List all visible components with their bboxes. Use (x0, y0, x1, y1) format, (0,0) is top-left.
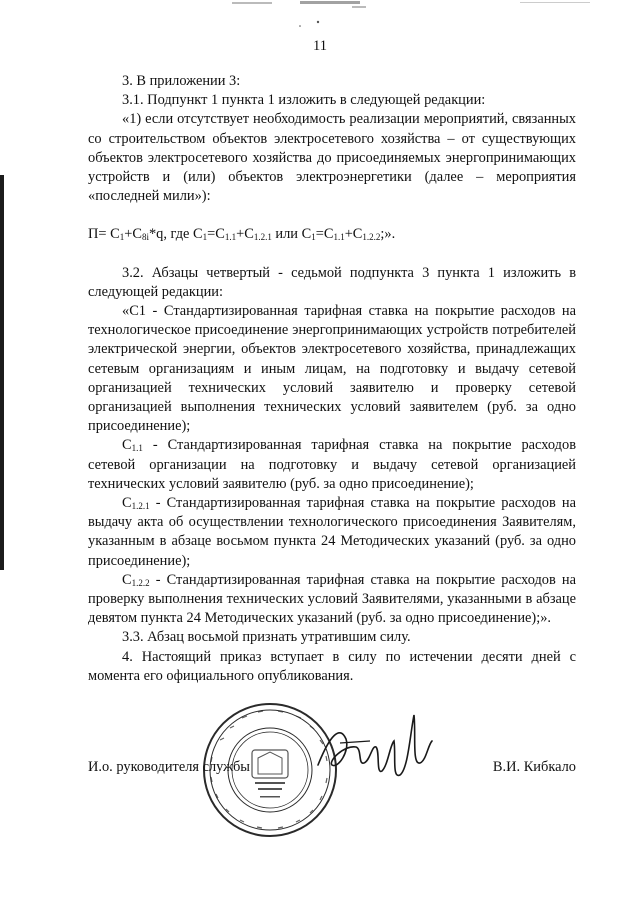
paragraph-c11: $С_{1.1}$ - Стандартизированная тарифная ставка на покрытие расходов сетевой организации на подготовку и выдачу сетевой организацией технических условий заявителю (руб. за одно присоединение); (88, 437, 576, 492)
page-number: 11 (313, 38, 327, 54)
paragraph-c121: $С_{1.2.1}$ - Стандартизированная тарифная ставка на покрытие расходов на выдачу акта об осуществлении технологического присоединения Заявителям, указанным в абзаце восьмом пункта 24 Методических указаний (руб. за одно присоединение); (88, 495, 576, 569)
formula: $П= С_1+С_{8i}*q$, где $С_1=С_{1.1}+С_{1.2.1}$ или $С_1=С_{1.1}+С_{1.2.2}$;». (88, 226, 396, 243)
paragraph-3: 3. В приложении 3: (122, 73, 241, 89)
paragraph-3-1: 3.1. Подпункт 1 пункта 1 изложить в следующей редакции: (122, 92, 486, 109)
scan-noise (0, 0, 640, 30)
paragraph-3-3: 3.3. Абзац восьмой признать утратившим силу. (122, 629, 411, 646)
paragraph-3-1-text: «1) если отсутствует необходимость реализации мероприятий, связанных со строительством объектов электросетевого хозяйства – от существующих объектов электросетевого хозяйства до присоединяемых энергопринимающих устройств и (или) объектов электроэнергетики (далее – мероприятия «последней мили»): (88, 111, 576, 205)
paragraph-3-2: 3.2. Абзацы четвертый - седьмой подпункта 3 пункта 1 изложить в следующей редакции: (88, 264, 576, 300)
signatory-name: В.И. Кибкало (492, 759, 576, 775)
paragraph-c1: «С1 - Стандартизированная тарифная ставка на покрытие расходов на технологическое присоединение энергопринимающих устройств потребителей электрической энергии, объектов электросетевого хозяйства, принадлежащих сетевым организациям и иным лицам, на подготовку и выдачу сетевой организацией технических условий заявителю и проверку сетевой организацией выполнения технических условий заявителем (руб. за одно присоединение); (88, 303, 576, 435)
signatory-position: И.о. руководителя службы (88, 759, 250, 775)
paragraph-c122: $С_{1.2.2}$ - Стандартизированная тарифная ставка на покрытие расходов на проверку выполнения технических условий Заявителями, указанными в абзаце девятом пункта 24 Методических указаний (руб. за одно присоединение);». (88, 571, 576, 627)
scan-edge-bar (0, 175, 4, 570)
document-body (88, 72, 576, 686)
handwritten-signature (310, 705, 435, 795)
paragraph-4: 4. Настоящий приказ вступает в силу по истечении десяти дней с момента его официального опубликования. (88, 648, 576, 684)
